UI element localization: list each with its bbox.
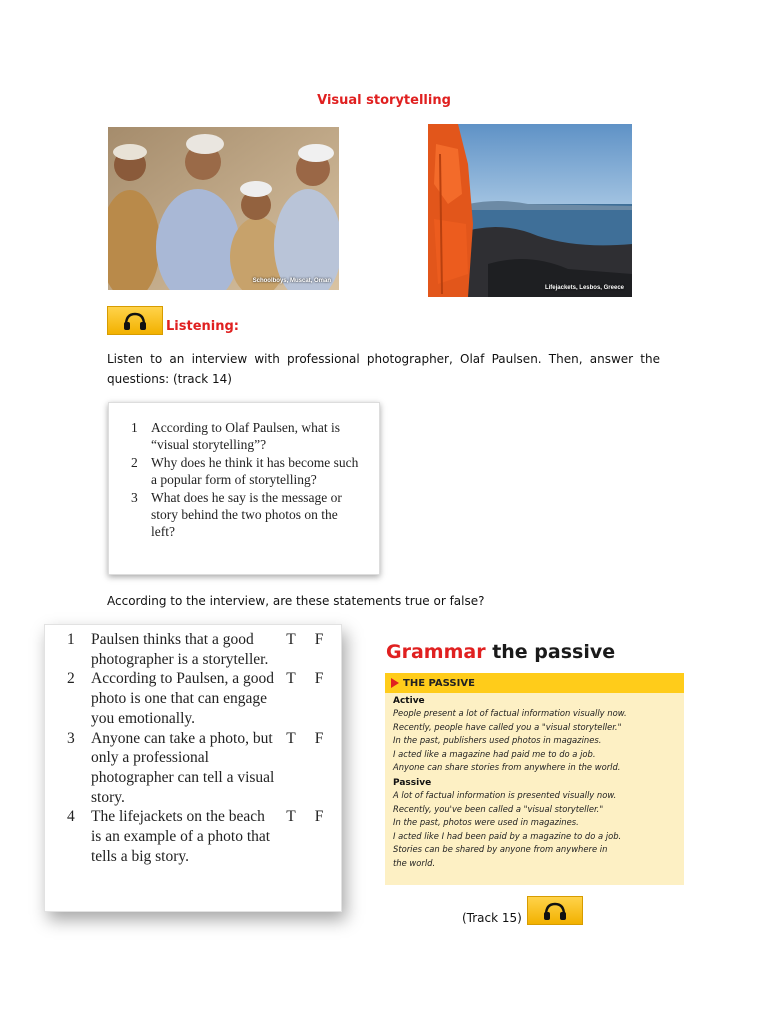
play-audio-button[interactable] (527, 896, 583, 925)
headphones-icon (122, 311, 148, 331)
listening-questions-box (108, 402, 380, 575)
passive-label: Passive (393, 777, 432, 788)
false-option[interactable]: F (314, 729, 324, 747)
passive-example: I acted like I had been paid by a magazine to do a job. (393, 830, 622, 841)
lifejackets-illustration (428, 124, 632, 297)
grammar-box (385, 673, 684, 885)
false-option[interactable]: F (314, 670, 324, 688)
false-option[interactable]: F (314, 808, 324, 826)
triangle-icon (391, 678, 399, 688)
active-example: I acted like a magazine had paid me to do a job. (393, 748, 596, 759)
passive-example: the world. (393, 857, 436, 868)
schoolboys-illustration (108, 127, 339, 290)
true-option[interactable]: T (286, 729, 296, 747)
grammar-header: THE PASSIVE (385, 673, 684, 693)
passive-example: A lot of factual information is presented visually now. (393, 789, 617, 800)
photo-caption: Lifejackets, Lesbos, Greece (544, 285, 624, 291)
passive-example: In the past, photos were used in magazines. (393, 817, 579, 828)
active-example: Anyone can share stories from anywhere in the world. (393, 762, 621, 773)
true-false-box (44, 624, 342, 912)
active-example: In the past, publishers used photos in magazines. (393, 735, 602, 746)
list-item: 2 Why does he think it has become such a popular form of storytelling? (131, 455, 359, 487)
true-option[interactable]: T (286, 808, 296, 826)
lifejackets-photo (428, 124, 632, 297)
false-option[interactable]: F (314, 631, 324, 648)
active-example: Recently, people have called you a "visual storyteller." (393, 721, 622, 732)
schoolboys-photo (108, 127, 339, 290)
statement-row: 3 Anyone can take a photo, but only a professional photographer can tell a visual story. T F (67, 729, 341, 808)
listening-label: Listening: (166, 319, 239, 334)
active-example: People present a lot of factual information visually now. (393, 708, 627, 718)
listening-instructions: Listen to an interview with professional photographer, Olaf Paulsen. Then, answer the questions: (track 14) (107, 352, 660, 386)
page-title: Visual storytelling (317, 93, 451, 108)
list-item: 1 According to Olaf Paulsen, what is “visual storytelling”? (131, 420, 340, 452)
true-false-instructions: According to the interview, are these statements true or false? (107, 594, 485, 608)
track-15-label: (Track 15) (462, 911, 522, 925)
passive-example: Recently, you've been called a "visual storyteller." (393, 803, 604, 814)
true-option[interactable]: T (286, 631, 296, 648)
play-audio-button[interactable] (107, 306, 163, 335)
passive-example: Stories can be shared by anyone from anywhere in (393, 844, 608, 855)
photo-caption: Schoolboys, Muscat, Oman (252, 278, 331, 284)
statement-row: 4 The lifejackets on the beach is an example of a photo that tells a big story. T F (67, 807, 341, 866)
headphones-icon (542, 901, 568, 921)
list-item: 3 What does he say is the message or story behind the two photos on the left? (131, 490, 342, 539)
statement-row: 1 Paulsen thinks that a good photographer is a storyteller. T F (67, 630, 341, 669)
true-option[interactable]: T (286, 670, 296, 688)
active-label: Active (393, 696, 425, 706)
grammar-title: Grammar the passive (386, 641, 616, 663)
statement-row: 2 According to Paulsen, a good photo is one that can engage you emotionally. T F (67, 669, 341, 728)
